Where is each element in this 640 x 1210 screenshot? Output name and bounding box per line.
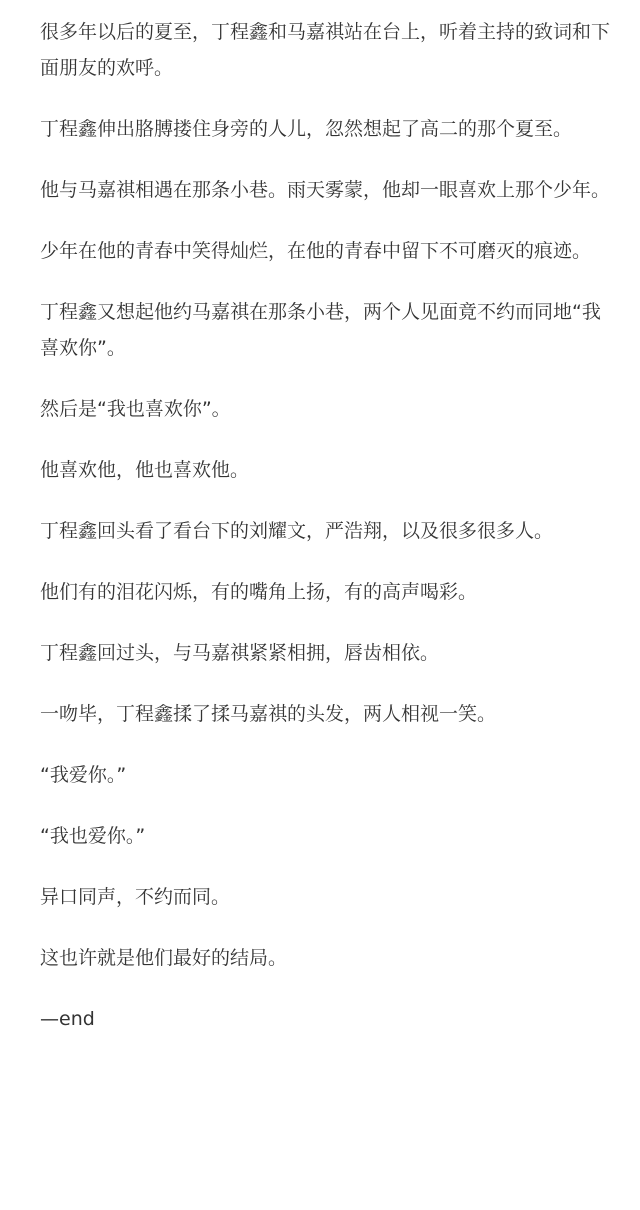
paragraph: 他与马嘉祺相遇在那条小巷。雨天雾蒙，他却一眼喜欢上那个少年。 <box>40 179 611 201</box>
paragraph: 异口同声，不约而同。 <box>40 886 231 908</box>
paragraph: 丁程鑫伸出胳膊搂住身旁的人儿，忽然想起了高二的那个夏至。 <box>40 118 573 140</box>
paragraph: “我也爱你。” <box>40 825 146 847</box>
paragraph: 他喜欢他，他也喜欢他。 <box>40 459 250 481</box>
article-body <box>40 14 612 1037</box>
end-mark: —end <box>40 1008 95 1030</box>
paragraph: 很多年以后的夏至，丁程鑫和马嘉祺站在台上，听着主持的致词和下面朋友的欢呼。 <box>40 21 611 79</box>
paragraph: 丁程鑫回过头，与马嘉祺紧紧相拥，唇齿相依。 <box>40 642 440 664</box>
paragraph: 一吻毕，丁程鑫揉了揉马嘉祺的头发，两人相视一笑。 <box>40 703 497 725</box>
paragraph: 然后是“我也喜欢你”。 <box>40 398 231 420</box>
paragraph: “我爱你。” <box>40 764 127 786</box>
paragraph: 丁程鑫回头看了看台下的刘耀文，严浩翔，以及很多很多人。 <box>40 520 554 542</box>
paragraph: 少年在他的青春中笑得灿烂，在他的青春中留下不可磨灭的痕迹。 <box>40 240 592 262</box>
paragraph: 丁程鑫又想起他约马嘉祺在那条小巷，两个人见面竟不约而同地“我喜欢你”。 <box>40 301 601 359</box>
paragraph: 这也许就是他们最好的结局。 <box>40 947 288 969</box>
paragraph: 他们有的泪花闪烁，有的嘴角上扬，有的高声喝彩。 <box>40 581 478 603</box>
